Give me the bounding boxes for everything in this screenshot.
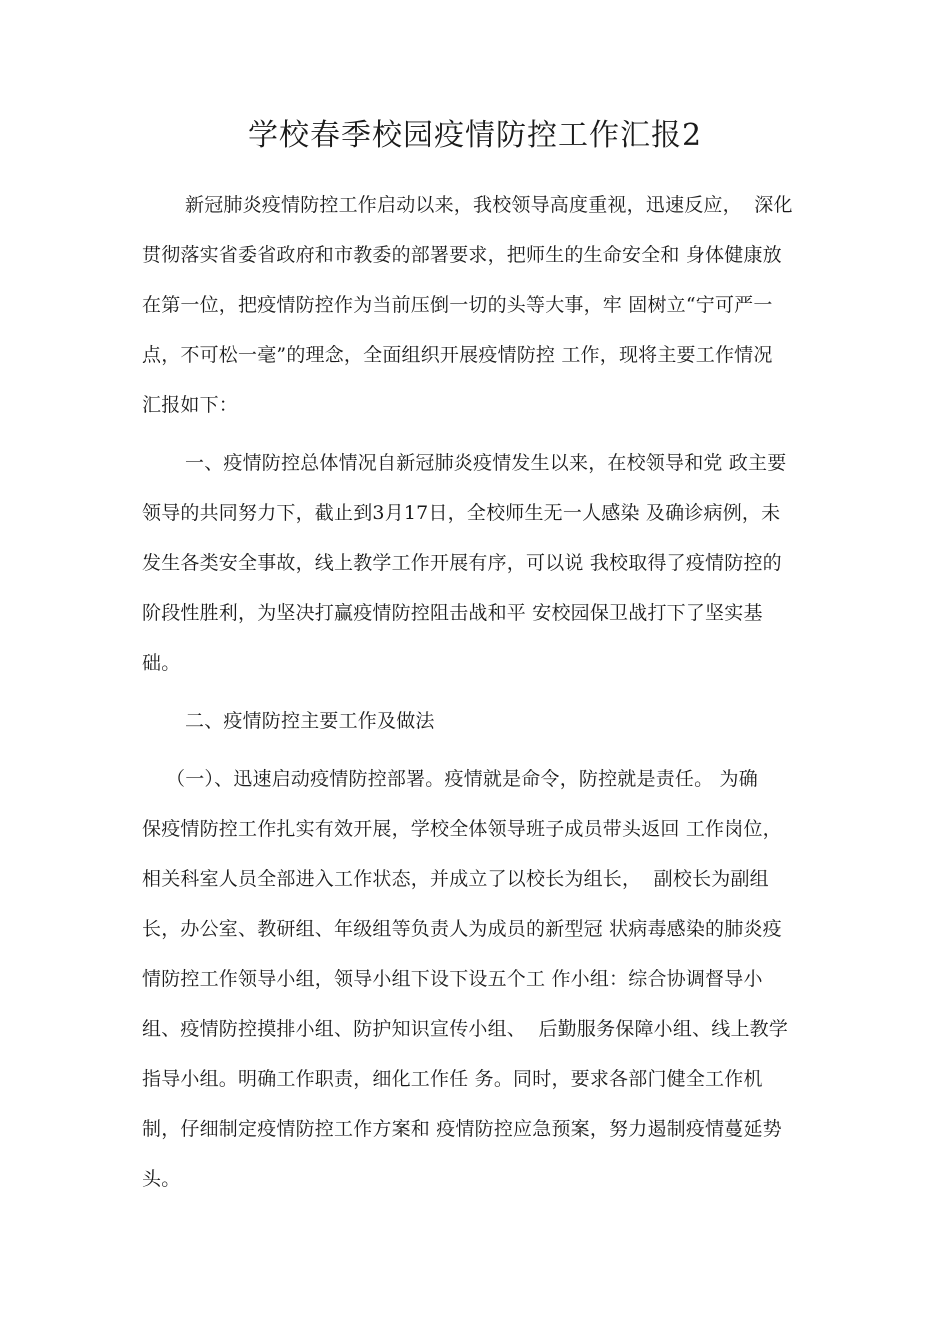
text-line: 汇报如下：: [142, 394, 239, 416]
text-line: 一、疫情防控总体情况自新冠肺炎疫情发生以来，在校领导和党 政主要: [185, 452, 787, 474]
text-line: 在第一位，把疫情防控作为当前压倒一切的头等大事，牢 固树立“宁可严一: [142, 294, 773, 316]
text-line: 阶段性胜利，为坚决打赢疫情防控阻击战和平 安校园保卫战打下了坚实基: [142, 602, 763, 624]
text-line: 长，办公室、教研组、年级组等负责人为成员的新型冠 状病毒感染的肺炎疫: [142, 918, 782, 940]
text-line: 相关科室人员全部进入工作状态，并成立了以校长为组长， 副校长为副组: [142, 868, 769, 890]
paragraph-section-heading: [142, 696, 842, 746]
text-line: 制，仔细制定疫情防控工作方案和 疫情防控应急预案，努力遏制疫情蔓延势: [142, 1118, 782, 1140]
text-line: 领导的共同努力下，截止到3月17日，全校师生无一人感染 及确诊病例，未: [142, 502, 781, 524]
text-line: （一）、迅速启动疫情防控部署。疫情就是命令，防控就是责任。 为确: [166, 768, 758, 790]
text-line: 点，不可松一毫”的理念，全面组织开展疫情防控 工作，现将主要工作情况: [142, 344, 773, 366]
paragraph-overall-situation: [142, 438, 842, 688]
text-line: 指导小组。明确工作职责，细化工作任 务。同时，要求各部门健全工作机: [142, 1068, 763, 1090]
text-line: 新冠肺炎疫情防控工作启动以来，我校领导高度重视，迅速反应， 深化: [185, 194, 793, 216]
section-heading: 二、疫情防控主要工作及做法: [185, 710, 435, 732]
text-line: 贯彻落实省委省政府和市教委的部署要求，把师生的生命安全和 身体健康放: [142, 244, 782, 266]
text-line: 组、疫情防控摸排小组、防护知识宣传小组、 后勤服务保障小组、线上教学: [142, 1018, 789, 1040]
document-title: 学校春季校园疫情防控工作汇报2: [247, 118, 703, 153]
text-line: 情防控工作领导小组，领导小组下设下设五个工 作小组：综合协调督导小: [142, 968, 763, 990]
paragraph-deployment: [142, 754, 842, 1204]
text-line: 发生各类安全事故，线上教学工作开展有序，可以说 我校取得了疫情防控的: [142, 552, 782, 574]
text-line: 头。: [142, 1168, 181, 1190]
text-line: 础。: [142, 652, 181, 674]
paragraph-intro: [142, 180, 842, 430]
document-body: [142, 180, 842, 1212]
text-line: 保疫情防控工作扎实有效开展，学校全体领导班子成员带头返回 工作岗位，: [142, 818, 782, 840]
